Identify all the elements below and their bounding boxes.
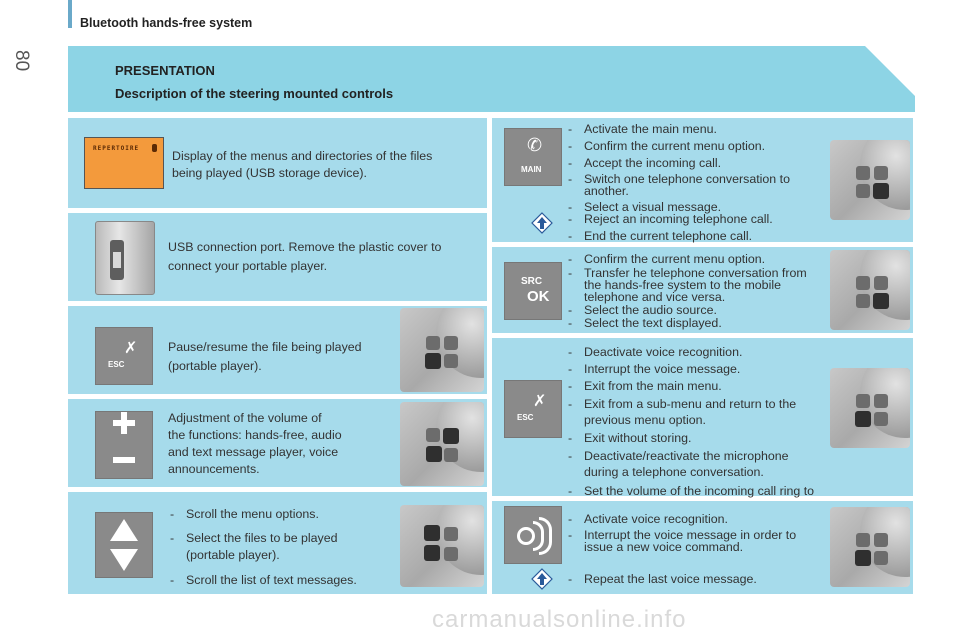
list-item: - Reject an incoming telephone call.: [566, 212, 821, 226]
list-item: - Activate voice recognition.: [566, 512, 826, 526]
left-row-display-text: [172, 148, 432, 182]
display-indicator: [152, 144, 157, 152]
text-line: Pause/resume the file being played: [168, 340, 362, 354]
list-item: - Switch one telephone conversation to another.: [566, 173, 821, 197]
right-row-main-list: [566, 122, 821, 217]
voice-command-icon: [504, 506, 562, 564]
list-item: - Select the text displayed.: [566, 317, 821, 329]
src-ok-button-icon: [504, 262, 562, 320]
up-down-arrows-icon: [95, 512, 153, 578]
right-row-voice-long-list: [566, 572, 826, 589]
steering-wheel-image: [400, 308, 484, 392]
text-line: Display of the menus and directories of the files: [172, 149, 433, 163]
list-item: - Scroll the menu options.: [168, 507, 388, 521]
text-line: USB connection port. Remove the plastic cover to: [168, 240, 442, 254]
list-item: - Confirm the current menu option.: [566, 139, 821, 153]
list-item: - Scroll the list of text messages.: [168, 573, 388, 587]
usb-port-icon: [95, 221, 155, 295]
section-title: Bluetooth hands-free system: [80, 16, 253, 30]
text-line: connect your portable player.: [168, 259, 328, 273]
header-title: PRESENTATION: [115, 63, 215, 78]
phone-handset-icon: ✆: [527, 135, 543, 155]
esc-label: ESC: [108, 360, 125, 369]
long-press-icon: [531, 212, 553, 234]
left-row-volume-text: [168, 410, 342, 478]
text-line: and text message player, voice: [168, 445, 339, 459]
left-row-usb-text: [168, 238, 441, 276]
list-item: - Exit from the main menu.: [566, 379, 826, 393]
list-item: - Interrupt the voice message.: [566, 362, 826, 376]
list-item: - Interrupt the voice message in order to issue a new voice command.: [566, 529, 826, 553]
repertoire-display-text: REPERTOIRE: [93, 145, 140, 152]
steering-wheel-image: [830, 140, 910, 220]
long-press-icon: [531, 568, 553, 590]
list-item: - Repeat the last voice message.: [566, 572, 826, 586]
text-line: Adjustment of the volume of: [168, 411, 322, 425]
esc-button-icon: ✗ ESC: [504, 380, 562, 438]
list-item: - Accept the incoming call.: [566, 156, 821, 170]
left-row-scroll-list: [168, 507, 388, 590]
left-row-pause-text: [168, 338, 362, 376]
list-item: - Select the audio source.: [566, 304, 821, 316]
text-line: being played (USB storage device).: [172, 166, 367, 180]
watermark: carmanualsonline.info: [432, 606, 687, 633]
list-item: - Confirm the current menu option.: [566, 252, 821, 266]
steering-wheel-image: [830, 250, 910, 330]
esc-button-icon: ✗ ESC: [95, 327, 153, 385]
right-row-voice-list: [566, 512, 826, 556]
text-line: the functions: hands-free, audio: [168, 428, 342, 442]
list-item: - Transfer he telephone conversation from the hands-free system to the mobile telephone and vice versa.: [566, 267, 821, 303]
header-subtitle: Description of the steering mounted controls: [115, 86, 394, 101]
text-line: (portable player).: [168, 359, 262, 373]
ok-label: OK: [527, 288, 550, 305]
header-banner: [68, 46, 915, 112]
right-row-src-ok-list: [566, 252, 821, 332]
esc-label: ESC: [517, 413, 534, 422]
steering-wheel-image: [400, 402, 484, 486]
plus-minus-icon: [95, 411, 153, 479]
list-item: - Exit from a sub-menu and return to the previous menu option.: [566, 396, 826, 428]
steering-wheel-image: [400, 505, 484, 587]
src-label: SRC: [521, 276, 543, 287]
list-item: - Exit without storing.: [566, 431, 826, 445]
right-row-esc-list: [566, 345, 826, 518]
text-line: announcements.: [168, 462, 260, 476]
list-item: - Deactivate voice recognition.: [566, 345, 826, 359]
main-label: MAIN: [521, 165, 542, 174]
list-item: - Deactivate/reactivate the microphone during a telephone conversation.: [566, 448, 826, 480]
main-button-icon: [504, 128, 562, 186]
list-item: - End the current telephone call.: [566, 229, 821, 243]
steering-wheel-image: [830, 368, 910, 448]
steering-wheel-image: [830, 507, 910, 587]
page-edge-bar: [68, 0, 72, 28]
list-item: - Set the volume of the incoming call ring to: [566, 483, 826, 515]
list-item: - Select the files to be played (portable player).: [168, 530, 388, 564]
list-item: - Select a visual message.: [566, 200, 821, 214]
right-row-main-long-list: [566, 212, 821, 246]
repertoire-display-icon: [84, 137, 164, 189]
page-number: 80: [11, 50, 32, 72]
list-item: - Activate the main menu.: [566, 122, 821, 136]
